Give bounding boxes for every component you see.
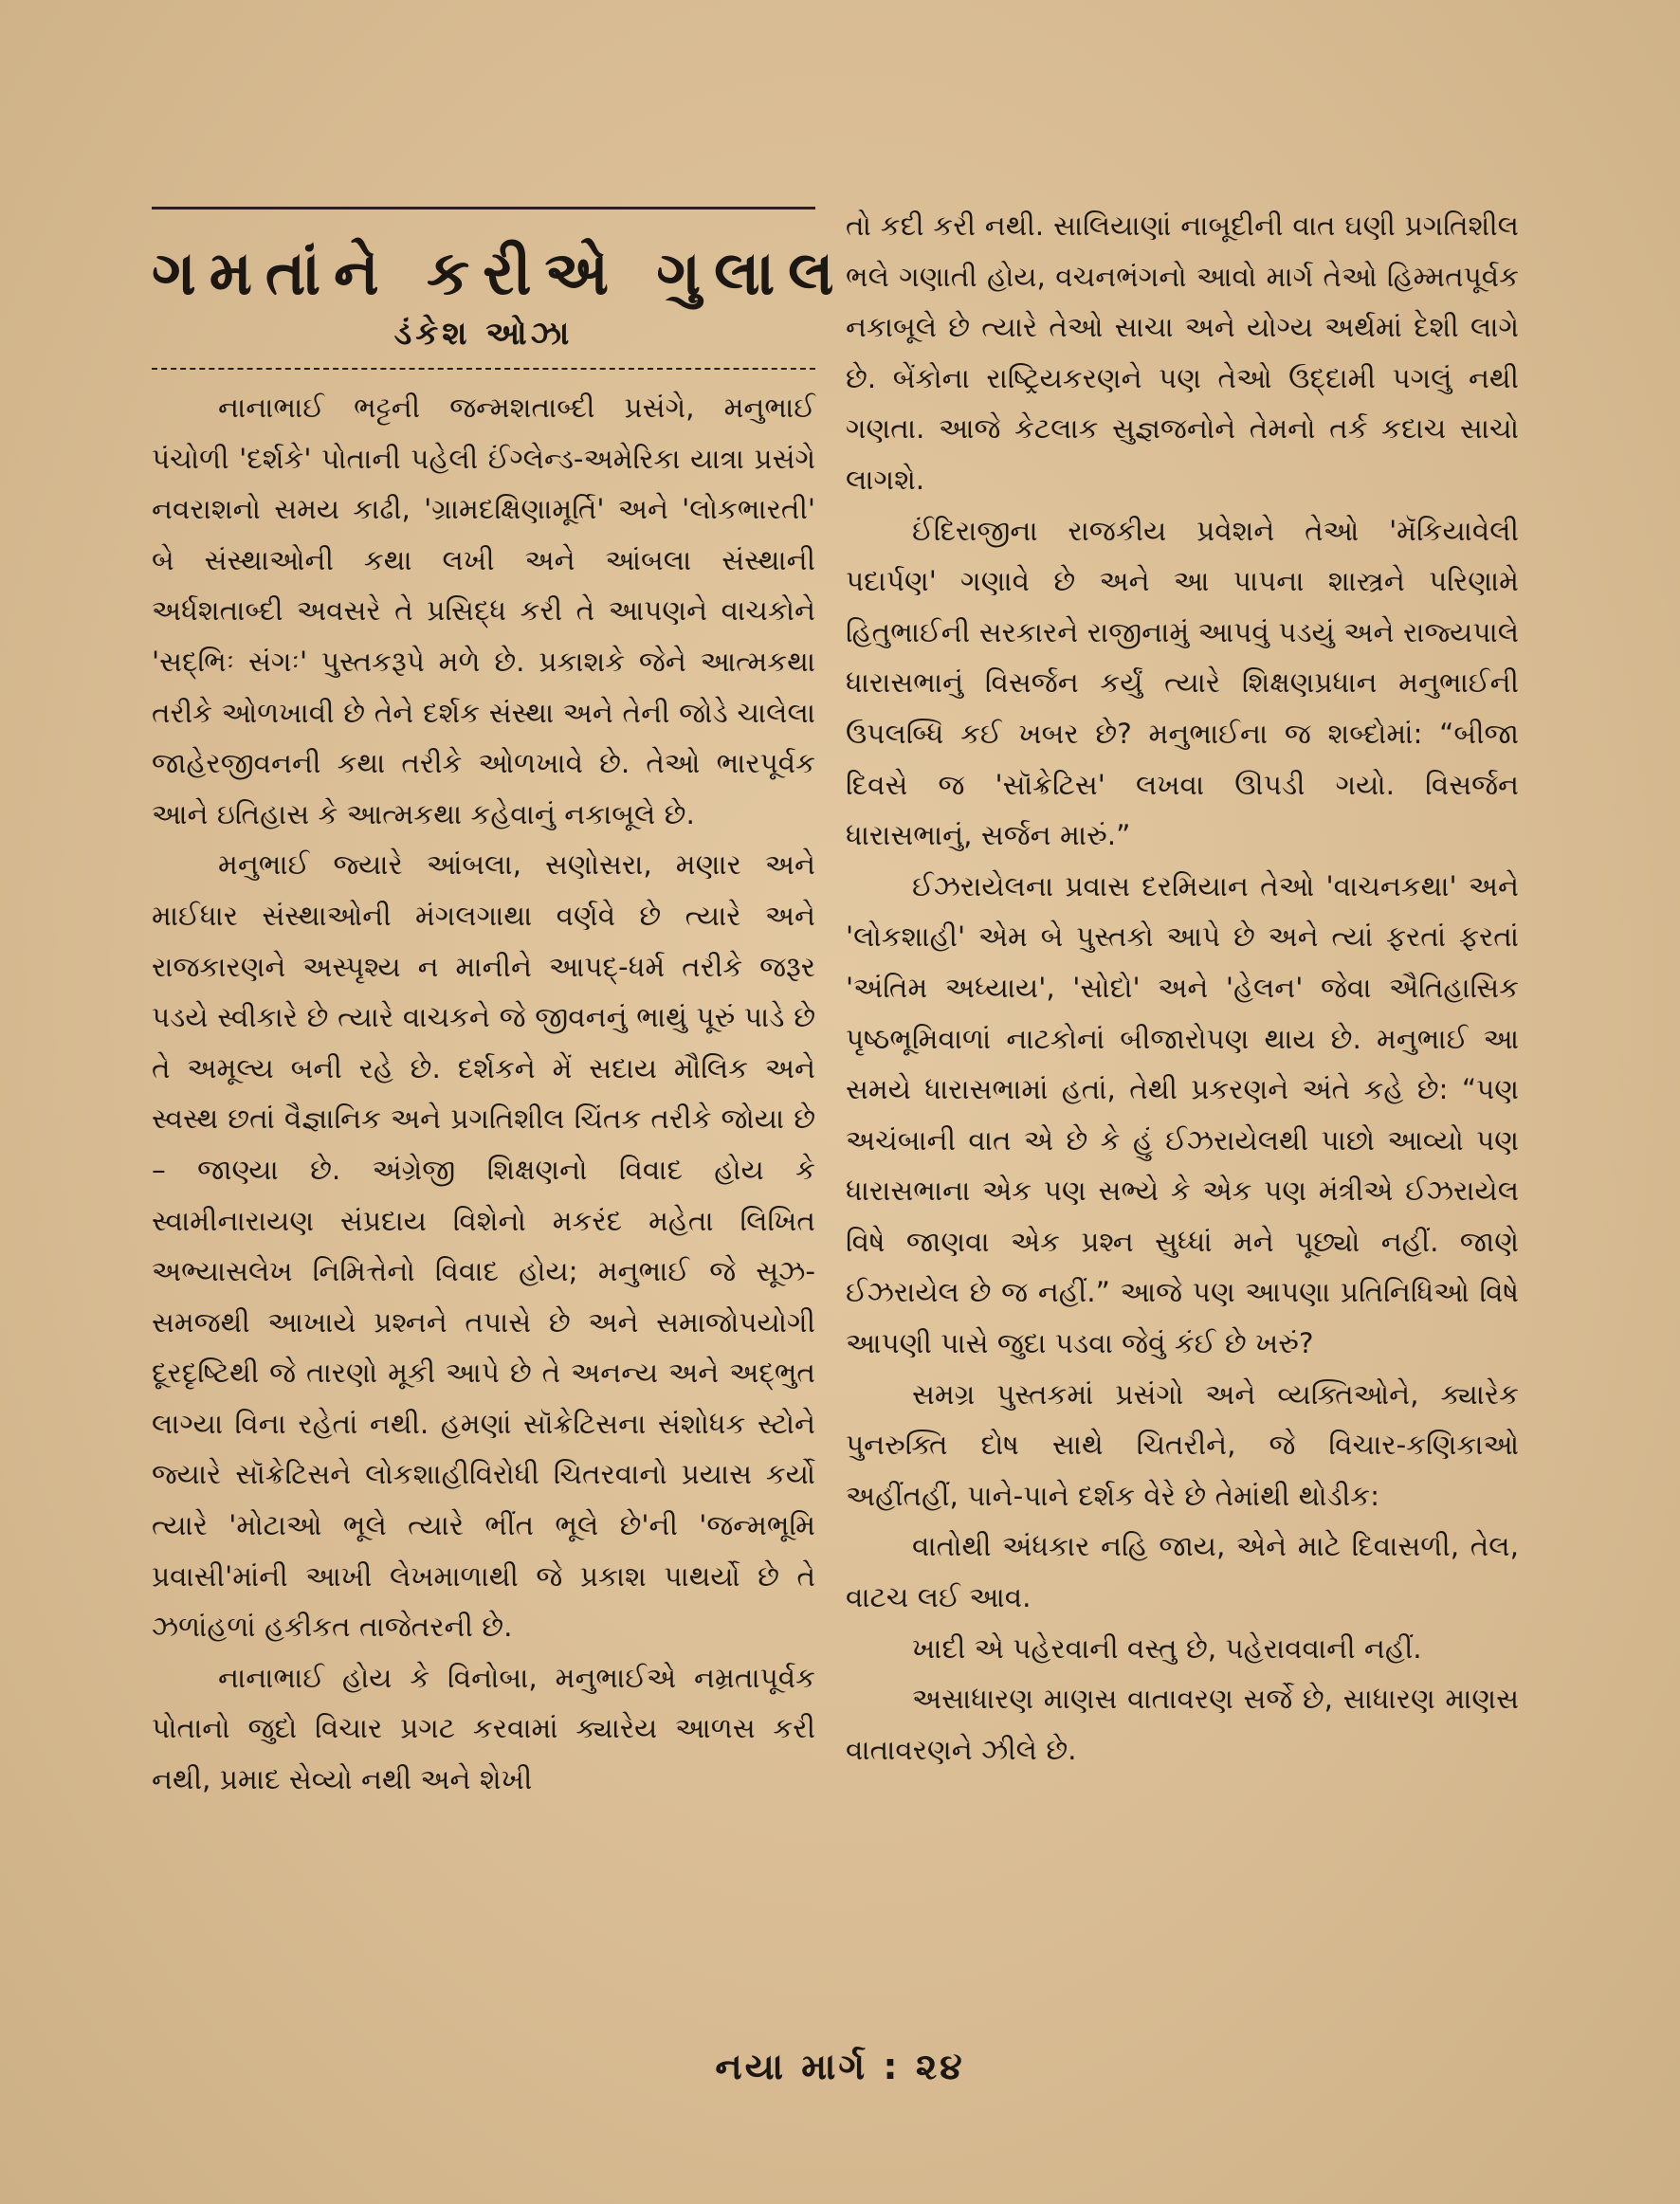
right-quote-3: અસાધારણ માણસ વાતાવરણ સર્જે છે, સાધારણ માણસ વાતાવરણને ઝીલે છે. <box>846 1683 1519 1766</box>
right-quote-2: ખાદી એ પહેરવાની વસ્તુ છે, પહેરાવવાની નહીં. <box>912 1631 1422 1665</box>
left-column <box>152 201 848 1806</box>
left-paragraph-3: નાનાભાઈ હોય કે વિનોબા, મનુભાઈએ નમ્રતાપૂર્વક પોતાનો જુદો વિચાર પ્રગટ કરવામાં ક્યારેય આળસ કરી નથી, પ્રમાદ સેવ્યો નથી અને શેખી <box>152 1661 815 1796</box>
title-bottom-rule <box>152 368 815 370</box>
right-quote-1: વાતોથી અંધકાર નહિ જાય, એને માટે દિવાસળી, તેલ, વાટચ લઈ આવ. <box>846 1530 1519 1614</box>
right-paragraph-3: ઈઝરાયેલના પ્રવાસ દરમિયાન તેઓ 'વાચનકથા' અને 'લોકશાહી' એમ બે પુસ્તકો આપે છે અને ત્યાં ફરતાં ફરતાં 'અંતિમ અધ્યાય', 'સોદો' અને 'હેલન' જેવા ઐતિહાસિક પૃષ્ઠભૂમિવાળાં નાટકોનાં બીજારોપણ થાય છે. મનુભાઈ આ સમયે ધારાસભામાં હતાં, તેથી પ્રકરણને અંતે કહે છે: “પણ અચંબાની વાત એ છે કે હું ઈઝરાયેલથી પાછો આવ્યો પણ ધારાસભાના એક પણ સભ્યે કે એક પણ મંત્રીએ ઈઝરાયેલ વિષે જાણવા એક પ્રશ્ન સુધ્ધાં મને પૂછ્યો નહીં. જાણે ઈઝરાયેલ છે જ નહીં.” આજે પણ આપણા પ્રતિનિધિઓ વિષે આપણી પાસે જુદા પડવા જેવું કંઈ છે ખરું? <box>846 869 1519 1360</box>
right-paragraph-1: તો કદી કરી નથી. સાલિયાણાં નાબૂદીની વાત ઘણી પ્રગતિશીલ ભલે ગણાતી હોય, વચનભંગનો આવો માર્ગ તેઓ હિમ્મતપૂર્વક નકાબૂલે છે ત્યારે તેઓ સાચા અને યોગ્ય અર્થમાં દેશી લાગે છે. બેંકોના રાષ્ટ્રિયકરણને પણ તેઓ ઉદ્દામી પગલું નથી ગણતા. આજે કેટલાક સુજ્ઞજનોને તેમનો તર્ક કદાચ સાચો લાગશે. <box>846 209 1519 496</box>
right-paragraph-4: સમગ્ર પુસ્તકમાં પ્રસંગો અને વ્યક્તિઓને, ક્યારેક પુનરુક્તિ દોષ સાથે ચિતરીને, જે વિચાર-કણિકાઓ અહીંતહીં, પાને-પાને દર્શક વેરે છે તેમાંથી થોડીક: <box>846 1377 1519 1512</box>
right-column <box>846 201 1519 1776</box>
left-paragraph-1: નાનાભાઈ ભટ્ટની જન્મશતાબ્દી પ્રસંગે, મનુભાઈ પંચોળી 'દર્શકે' પોતાની પહેલી ઈંગ્લેન્ડ-અમેરિકા યાત્રા પ્રસંગે નવરાશનો સમય કાઢી, 'ગ્રામદક્ષિણામૂર્તિ' અને 'લોકભારતી' બે સંસ્થાઓની કથા લખી અને આંબલા સંસ્થાની અર્ધશતાબ્દી અવસરે તે પ્રસિદ્ધ કરી તે આપણને વાચકોને 'સદ્‌ભિઃ સંગઃ' પુસ્તકરૂપે મળે છે. પ્રકાશકે જેને આત્મકથા તરીકે ઓળખાવી છે તેને દર્શક સંસ્થા અને તેની જોડે ચાલેલા જાહેરજીવનની કથા તરીકે ઓળખાવે છે. તેઓ ભારપૂર્વક આને ઇતિહાસ કે આત્મકથા કહેવાનું નકાબૂલે છે. <box>152 392 815 830</box>
right-paragraph-2: ઈંદિરાજીના રાજકીય પ્રવેશને તેઓ 'મૅકિયાવેલી પદાર્પણ' ગણાવે છે અને આ પાપના શાસ્ત્રને પરિણામે હિતુભાઈની સરકારને રાજીનામું આપવું પડયું અને રાજ્યપાલે ધારાસભાનું વિસર્જન કર્યું ત્યારે શિક્ષણપ્રધાન મનુભાઈની ઉપલબ્ધિ કઈ ખબર છે? મનુભાઈના જ શબ્દોમાં: “બીજા દિવસે જ 'સૉક્રેટિસ' લખવા ઊપડી ગયો. વિસર્જન ધારાસભાનું, સર્જન મારું.” <box>846 514 1519 852</box>
left-paragraph-2: મનુભાઈ જ્યારે આંબલા, સણોસરા, મણાર અને માઈધાર સંસ્થાઓની મંગલગાથા વર્ણવે છે ત્યારે અને રાજકારણને અસ્પૃશ્ય ન માનીને આપદ્-ધર્મ તરીકે જરૂર પડયે સ્વીકારે છે ત્યારે વાચકને જે જીવનનું ભાથું પૂરું પાડે છે તે અમૂલ્ય બની રહે છે. દર્શકને મેં સદાય મૌલિક અને સ્વસ્થ છતાં વૈજ્ઞાનિક અને પ્રગતિશીલ ચિંતક તરીકે જોયા છે – જાણ્યા છે. અંગ્રેજી શિક્ષણનો વિવાદ હોય કે સ્વામીનારાયણ સંપ્રદાય વિશેનો મકરંદ મહેતા લિખિત અભ્યાસલેખ નિમિત્તેનો વિવાદ હોય; મનુભાઈ જે સૂઝ-સમજથી આખાયે પ્રશ્નને તપાસે છે અને સમાજોપયોગી દૂરદૃષ્ટિથી જે તારણો મૂકી આપે છે તે અનન્ય અને અદ્‌ભુત લાગ્યા વિના રહેતાં નથી. હમણાં સૉક્રેટિસના સંશોધક સ્ટોને જ્યારે સૉક્રેટિસને લોકશાહીવિરોધી ચિતરવાનો પ્રયાસ કર્યો ત્યારે 'મોટાઓ ભૂલે ત્યારે ભીંત ભૂલે છે'ની 'જન્મભૂમિ પ્રવાસી'માંની આખી લેખમાળાથી જે પ્રકાશ પાથર્યો છે તે ઝળાંહળાં હકીકત તાજેતરની છે. <box>152 848 815 1644</box>
title-top-rule <box>152 207 815 209</box>
article-title: ગમતાંને કરીએ ગુલાલ <box>152 238 848 309</box>
page-footer: નયા માર્ગ : ૨૪ <box>715 2046 965 2087</box>
article-author: ડંકેશ ઓઝા <box>393 315 574 353</box>
